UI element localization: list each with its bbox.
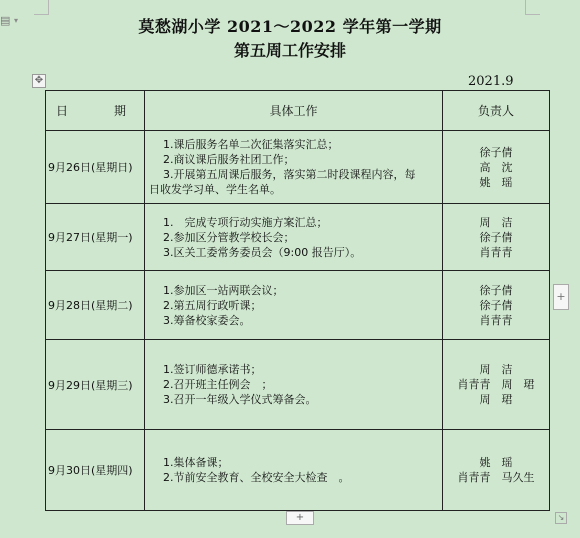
row-date[interactable]: 9月27日(星期一) xyxy=(46,204,145,271)
task-item: 1.签订师德承诺书； xyxy=(163,363,262,376)
table-row xyxy=(46,204,550,271)
row-person[interactable] xyxy=(443,430,550,511)
add-row-button[interactable]: + xyxy=(286,511,314,525)
task-item: 3.开展第五周课后服务，落实第二时段课程内容，每 xyxy=(163,168,416,181)
row-content[interactable] xyxy=(145,430,443,511)
row-content[interactable] xyxy=(145,204,443,271)
task-item: 1.集体备课； xyxy=(163,456,229,469)
table-row xyxy=(46,271,550,340)
schedule-table xyxy=(45,90,550,511)
row-content[interactable] xyxy=(145,340,443,430)
task-item: 1.课后服务名单二次征集落实汇总； xyxy=(163,138,339,151)
document-icon[interactable]: ▤ xyxy=(0,14,11,27)
chevron-down-icon[interactable]: ▾ xyxy=(14,16,19,25)
person-name: 周 洁 xyxy=(479,215,513,229)
table-header-row xyxy=(46,91,550,131)
person-name: 徐子倩 xyxy=(479,283,513,297)
row-person[interactable] xyxy=(443,271,550,340)
row-person[interactable] xyxy=(443,131,550,204)
person-name: 徐子倩 xyxy=(479,145,513,159)
header-date xyxy=(46,91,145,131)
header-content: 具体工作 xyxy=(145,91,443,131)
task-item: 3.召开一年级入学仪式筹备会。 xyxy=(163,393,317,406)
table-row xyxy=(46,430,550,511)
person-name: 姚 瑶 xyxy=(479,456,513,469)
task-item: 3.区关工委常务委员会（9:00 报告厅）。 xyxy=(163,245,362,259)
person-name: 肖青青 马久生 xyxy=(457,471,535,484)
task-item: 2.商议课后服务社团工作； xyxy=(163,153,295,166)
person-name: 肖青青 周 珺 xyxy=(457,378,535,391)
person-name: 徐子倩 xyxy=(479,230,513,244)
task-item: 2.节前安全教育、全校安全大检查 。 xyxy=(163,471,350,484)
task-item: 日收发学习单、学生名单。 xyxy=(149,183,281,196)
person-name: 肖青青 xyxy=(479,313,513,327)
row-person[interactable] xyxy=(443,204,550,271)
document-subtitle: 第五周工作安排 xyxy=(233,41,346,60)
row-date[interactable]: 9月28日(星期二) xyxy=(46,271,145,340)
page-corner-mark-left xyxy=(34,0,49,15)
header-date-char-1: 日 xyxy=(56,104,69,118)
person-name: 周 洁 xyxy=(479,363,513,376)
row-date[interactable]: 9月26日(星期日) xyxy=(46,131,145,204)
table-row xyxy=(46,131,550,204)
person-name: 周 珺 xyxy=(479,393,513,406)
task-item: 3.筹备校家委会。 xyxy=(163,313,251,327)
row-content[interactable] xyxy=(145,131,443,204)
document-date: 2021.9 xyxy=(468,74,514,89)
task-item: 2.召开班主任例会 ； xyxy=(163,378,273,391)
document-title: 莫愁湖小学 2021～2022 学年第一学期 xyxy=(138,17,442,36)
person-name: 肖青青 xyxy=(479,245,513,259)
header-person: 负责人 xyxy=(443,91,550,131)
row-date[interactable]: 9月30日(星期四) xyxy=(46,430,145,511)
table-row xyxy=(46,340,550,430)
header-date-char-2: 期 xyxy=(114,104,127,118)
page-corner-mark-right xyxy=(525,0,540,15)
task-item: 1.参加区一站两联会议； xyxy=(163,283,284,297)
table-move-handle-icon[interactable]: ✥ xyxy=(32,74,46,88)
person-name: 徐子倩 xyxy=(479,298,513,312)
expand-right-icon[interactable]: + xyxy=(553,284,569,310)
person-name: 高 沈 xyxy=(479,160,513,174)
task-item: 1. 完成专项行动实施方案汇总； xyxy=(163,215,328,229)
resize-handle-icon[interactable]: ↘ xyxy=(555,512,567,524)
person-name: 姚 瑶 xyxy=(479,175,513,189)
row-date[interactable]: 9月29日(星期三) xyxy=(46,340,145,430)
row-content[interactable] xyxy=(145,271,443,340)
task-item: 2.第五周行政听课； xyxy=(163,298,262,312)
task-item: 2.参加区分管教学校长会； xyxy=(163,230,295,244)
row-person[interactable] xyxy=(443,340,550,430)
